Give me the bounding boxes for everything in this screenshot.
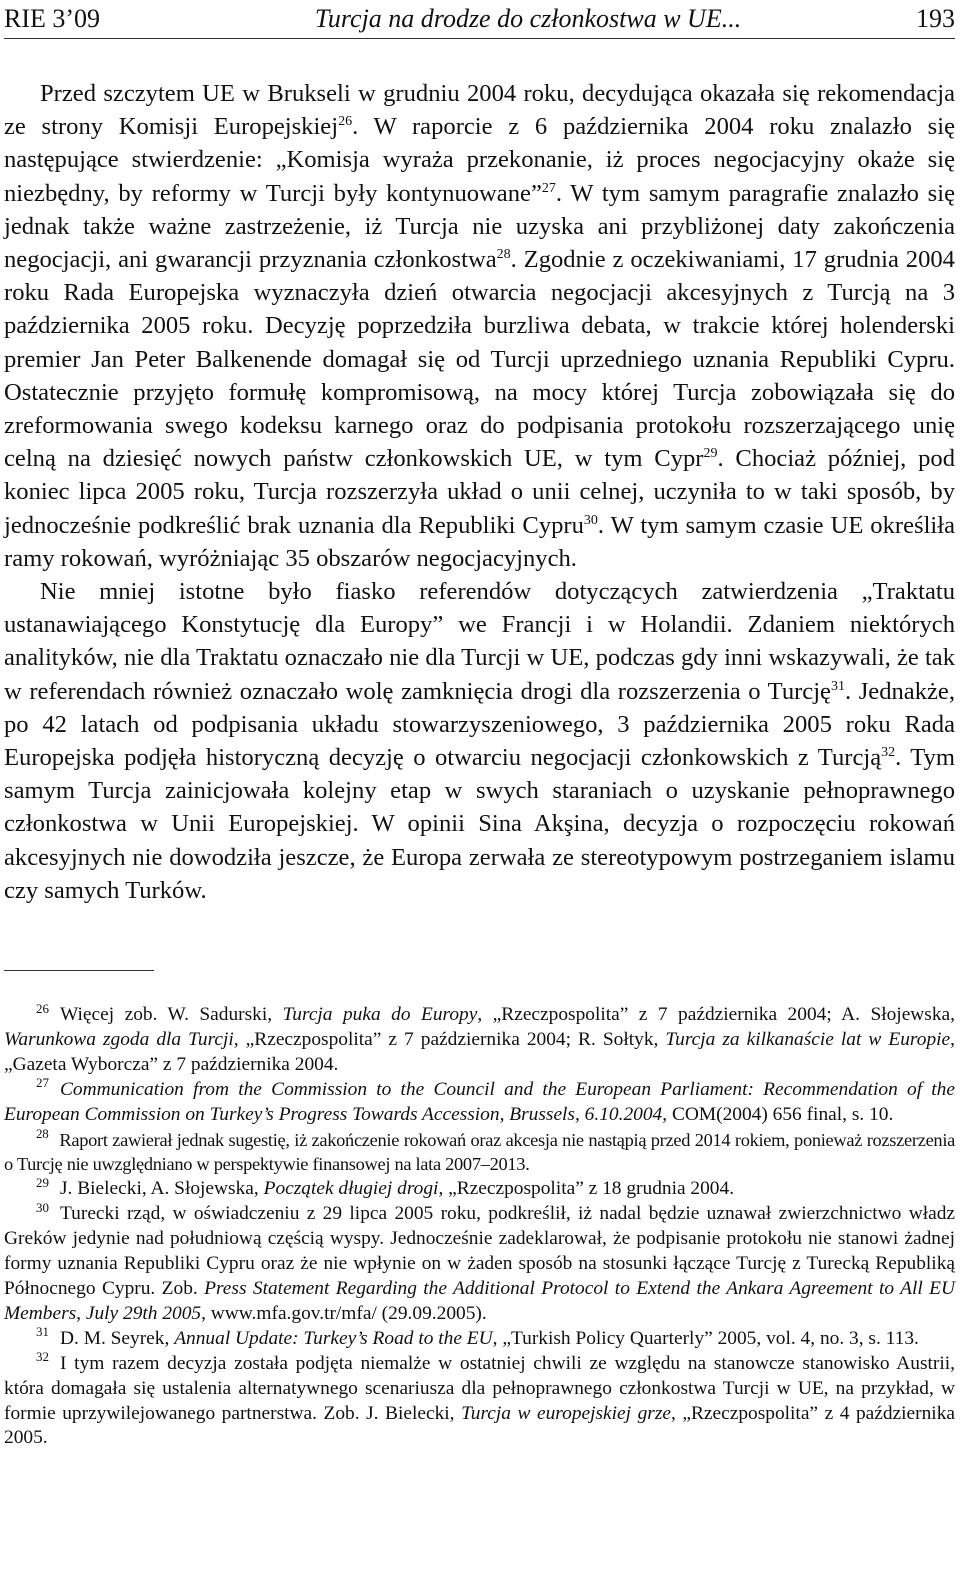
footnote-ref-29[interactable]: 29 [703, 446, 718, 462]
cited-title: Turcja w europejskiej grze [461, 1402, 671, 1424]
cited-title: Communication from the Commission to the Council and the European Parliament: Recommendation of the European Commission on Turkey’s Progress Towards Accession, Brussels, 6.10.2004 [4, 1078, 955, 1125]
running-title: Turcja na drodze do członkostwa w UE... [314, 4, 742, 33]
text-run: . Chociaż później, pod koniec lipca 2005 roku, Turcja rozszerzyła układ o unii celnej, uczyniła to w taki sposób, by jednocześnie podkreślić brak uznania dla Republiki Cypru [4, 445, 955, 539]
text-run: , www.mfa.gov.tr/mfa/ (29.09.2005). [201, 1302, 487, 1324]
footnote-30 [4, 1199, 955, 1327]
footnote-28 [4, 1128, 955, 1178]
footnote-ref-28[interactable]: 28 [496, 246, 511, 262]
text-run: , COM(2004) 656 final, s. 10. [662, 1103, 894, 1125]
text-run: . Zgodnie z oczekiwaniami, 17 grudnia 2004 roku Rada Europejska wyznaczyła dzień otwarcia negocjacji akcesyjnych z Turcją na 3 października 2005 roku. Decyzję poprzedziła burzliwa debata, w trakcie której holenderski premier Jan Peter Balkenende domagał się od Turcji uprzedniego uznania Republiki Cypru. Ostatecznie przyjęto formułę kompromisową, na mocy której Turcja zobowiązała się do zreformowania swego kodeksu karnego oraz do podpisania protokołu rozszerzającego unię celną na dziesięć nowych państw członkowskich UE, w tym Cypr [4, 246, 955, 473]
cited-title: Turcja puka do Europy [282, 1004, 478, 1025]
footnote-number: 26 [36, 1000, 49, 1016]
page-number: 193 [916, 4, 955, 33]
text-run: . W tym samym czasie UE określiła ramy rokowań, wyróżniając 35 obszarów negocjacyjnych. [4, 511, 955, 572]
text-run: , „Turkish Policy Quarterly” 2005, vol. 4, no. 3, s. 113. [492, 1327, 919, 1349]
text-run: I tym razem decyzja została podjęta niemalże w ostatniej chwili ze względu na stanowcze stanowisko Austrii, która domagała się ustalenia alternatywnego scenariusza dla pełnoprawnego członkostwa Turcji w UE, na przykład, w formie uprzywilejowanego partnerstwa. Zob. J. Bielecki, [4, 1352, 955, 1424]
text-run: Więcej zob. W. Sadurski, [60, 1004, 283, 1025]
text-run: , „Gazeta Wyborcza” z 7 października 2004. [4, 1028, 956, 1075]
footnote-ref-32[interactable]: 32 [881, 744, 896, 760]
footnote-29 [4, 1174, 955, 1202]
text-run: . Jednakże, po 42 latach od podpisania układu stowarzyszeniowego, 3 października 2005 roku Rada Europejska podjęła historyczną decyzję o otwarciu negocjacji członkowskich z Turcją [4, 677, 955, 772]
footnote-number: 32 [36, 1349, 49, 1365]
text-run: , „Rzeczpospolita” z 18 grudnia 2004. [438, 1178, 735, 1200]
paragraph-1 [4, 77, 955, 575]
text-run: Turecki rząd, w oświadczeniu z 29 lipca 2005 roku, podkreślił, iż nadal będzie uznawał zwierzchnictwo władz Greków jedynie nad południową częścią wyspy. Jednocześnie zadeklarował, że podpisanie protokołu nie stanowi żadnej formy uznania Republiki Cypru oraz że nie wpłynie on w żaden sposób na stosunki łączące Turcję z Turecką Republiką Północnego Cypru. Zob. [4, 1203, 955, 1299]
footnote-separator [4, 970, 154, 971]
text-run: . W tym samym paragrafie znalazło się jednak także ważne zastrzeżenie, iż Turcja nie uzyska ani przybliżonej daty zakończenia negocjacji, ani gwarancji przyznania członkostwa [4, 179, 955, 274]
footnote-ref-30[interactable]: 30 [583, 512, 598, 528]
running-header [4, 0, 955, 38]
cited-title: Turcja za kilkanaście lat w Europie [665, 1028, 951, 1050]
text-run: . W raporcie z 6 października 2004 roku znalazło się następujące stwierdzenie: „Komisja wyraża przekonanie, iż proces negocjacyjny okaże się niezbędny, by reformy w Turcji były kontynuowane” [4, 113, 955, 207]
footnote-ref-27[interactable]: 27 [541, 180, 556, 196]
cited-title: Warunkowa zgoda dla Turcji [4, 1028, 234, 1050]
footnote-ref-26[interactable]: 26 [338, 114, 353, 130]
text-run: D. M. Seyrek, [60, 1327, 175, 1349]
text-run: Raport zawierał jednak sugestię, iż zakończenie rokowań oraz akcesja nie nastąpią przed 2014 rokiem, ponieważ rozszerzenia o Turcję nie uwzględniano w perspektywie finansowej na lata 2007–2013. [4, 1129, 955, 1175]
text-run: J. Bielecki, A. Słojewska, [60, 1178, 264, 1200]
footnote-number: 27 [36, 1075, 49, 1091]
footnote-number: 30 [36, 1199, 49, 1215]
text-run: , „Rzeczpospolita” z 7 października 2004; R. Sołtyk, [233, 1028, 666, 1050]
main-text [4, 77, 955, 907]
footnote-ref-31[interactable]: 31 [830, 678, 845, 694]
footnotes [4, 1000, 956, 1451]
cited-title: Początek długiej drogi [263, 1178, 439, 1200]
cited-title: Press Statement Regarding the Additional Protocol to Extend the Ankara Agreement to All EU Members, July 29th 2005 [4, 1277, 955, 1324]
footnote-number: 28 [36, 1126, 49, 1142]
text-run: Przed szczytem UE w Brukseli w grudniu 2004 roku, decydująca okazała się rekomendacja ze strony Komisji Europejskiej [4, 80, 955, 141]
footnote-number: 29 [36, 1174, 49, 1190]
footnote-32 [4, 1349, 955, 1452]
text-run: . Tym samym Turcja zainicjowała kolejny etap w swych staraniach o uzyskanie pełnoprawnego członkostwa w Unii Europejskiej. W opinii Sina Akşina, decyzja o rozpoczęciu rokowań akcesyjnych nie dowodziła jeszcze, że Europa zerwała ze stereotypowym postrzeganiem islamu czy samych Turków. [4, 744, 955, 904]
journal-issue: RIE 3’09 [4, 4, 101, 33]
text-run: , „Rzeczpospolita” z 7 października 2004; A. Słojewska, [477, 1004, 956, 1025]
text-run: Nie mniej istotne było fiasko referendów dotyczących zatwierdzenia „Traktatu ustanawiającego Konstytucję dla Europy” we Francji i w Holandii. Zdaniem niektórych analityków, nie dla Traktatu oznaczało nie dla Turcji w UE, podczas gdy inni wskazywali, że tak w referendach również oznaczało wolę zamknięcia drogi dla rozszerzenia o Turcję [4, 578, 955, 705]
header-rule [4, 38, 955, 39]
footnote-31 [4, 1324, 955, 1352]
cited-title: Annual Update: Turkey’s Road to the EU [174, 1327, 493, 1349]
paragraph-2 [4, 575, 955, 907]
footnote-27 [4, 1075, 955, 1128]
footnote-number: 31 [36, 1324, 49, 1340]
footnote-26 [4, 1000, 956, 1078]
text-run: , „Rzeczpospolita” z 4 października 2005. [4, 1402, 955, 1449]
